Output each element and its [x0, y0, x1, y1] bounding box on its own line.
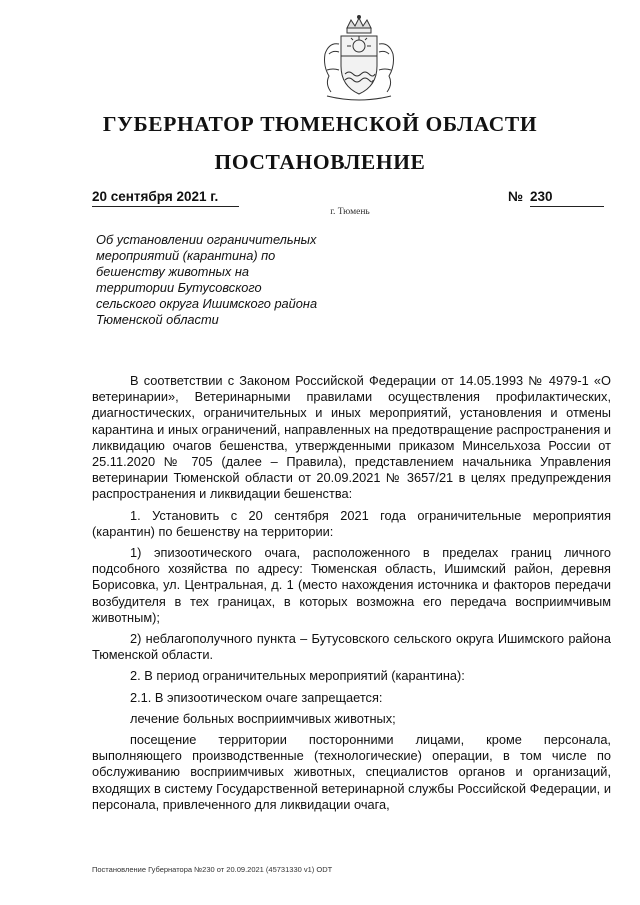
document-footer: Постановление Губернатора №230 от 20.09.2021 (45731330 v1) ODT — [92, 865, 333, 874]
document-number: 230 — [530, 188, 604, 207]
subject-line: бешенству животных на — [96, 264, 250, 279]
subject-line: Тюменской области — [96, 312, 219, 327]
preamble-paragraph: В соответствии с Законом Российской Федерации от 14.05.1993 № 4979-1 «О ветеринарии», Ветеринарными правилами осуществления профилактических, диагностических, ограничительных и иных мероприятий, установления и отмены карантина и иных ограничений, направленных на предотвращение распространения и ликвидацию очагов бешенства, утвержденными приказом Минсельхоза России от 25.11.2020 № 705 (далее – Правила), представлением начальника Управления ветеринарии Тюменской области от 20.09.2021 № 3657/21 в целях предупреждения распространения и ликвидации бешенства: — [92, 373, 611, 502]
clause-2-1-a: лечение больных восприимчивых животных; — [130, 710, 396, 726]
clause-2: 2. В период ограничительных мероприятий (карантина): — [130, 668, 465, 684]
subject-line: сельского округа Ишимского района — [96, 296, 318, 311]
subject-line: территории Бутусовского — [96, 280, 262, 295]
authority-title: ГУБЕРНАТОР ТЮМЕНСКОЙ ОБЛАСТИ — [102, 112, 538, 136]
subject-line: Об установлении ограничительных — [96, 232, 317, 247]
coat-of-arms-icon — [311, 14, 407, 104]
document-number-label: № — [508, 189, 524, 204]
clause-1-1: 1) эпизоотического очага, расположенного в пределах границ личного подсобного хозяйства по адресу: Тюменская область, Ишимский район, деревня Борисовка, ул. Центральная, д. 1 (место нахождения источника и факторов передачи возбудителя в тех границах, в которых возможна его передача восприимчивым животным); — [92, 545, 611, 625]
clause-2-1: 2.1. В эпизоотическом очаге запрещается: — [130, 689, 383, 705]
clause-2-1-b: посещение территории посторонними лицами, кроме персонала, выполняющего производственные (технологические) операции, в том числе по обслуживанию восприимчивых животных, специалистов органов и организаций, входящих в систему Государственной ветеринарной службы Российской Федерации, и персонала, привлеченного для ликвидации очага, — [92, 732, 611, 812]
clause-1-2: 2) неблагополучного пункта – Бутусовского сельского округа Ишимского района Тюменской области. — [92, 631, 611, 663]
document-city: г. Тюмень — [330, 207, 370, 217]
document-type-title: ПОСТАНОВЛЕНИЕ — [214, 150, 426, 174]
document-subject — [96, 232, 356, 328]
clause-1: 1. Установить с 20 сентября 2021 года ограничительные мероприятия (карантин) по бешенству на территории: — [92, 507, 611, 539]
subject-line: мероприятий (карантина) по — [96, 248, 276, 263]
document-date: 20 сентября 2021 г. — [92, 188, 239, 207]
document-body — [92, 373, 611, 813]
